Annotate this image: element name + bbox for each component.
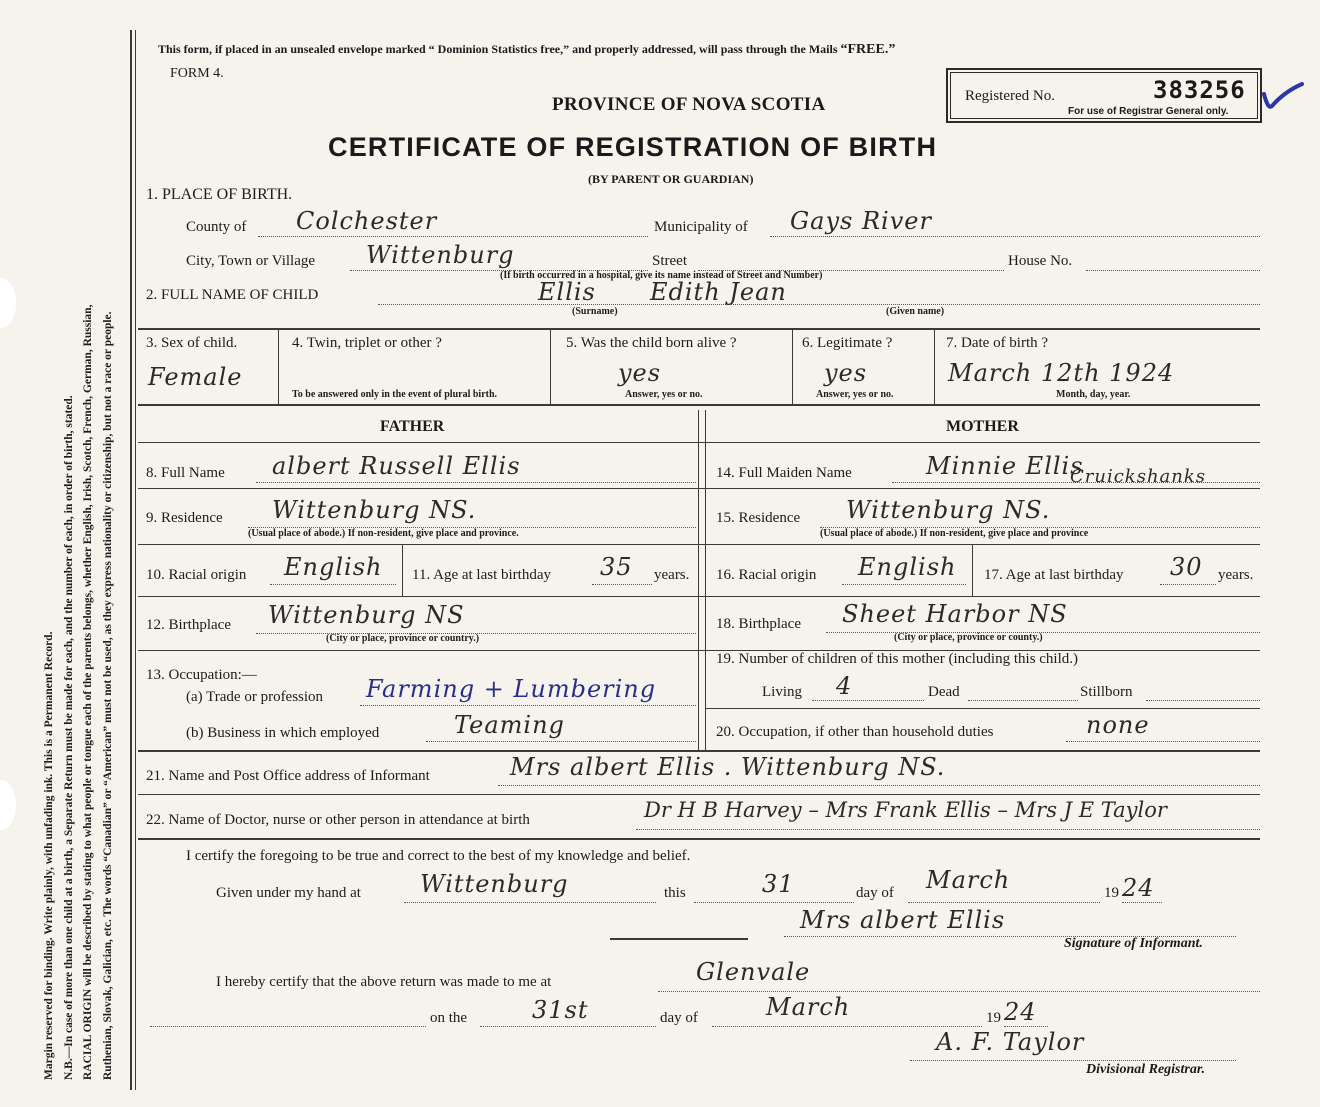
dead-line: [968, 700, 1078, 701]
house-line: [1086, 270, 1260, 271]
county-line: [258, 236, 648, 237]
father-name-line: [256, 482, 696, 483]
city-value: Wittenburg: [366, 241, 515, 269]
municipality-line: [770, 236, 1260, 237]
year-line: [1122, 902, 1162, 903]
father-name-label: 8. Full Name: [146, 465, 225, 481]
check-mark: [1262, 80, 1302, 110]
alive-label: 5. Was the child born alive ?: [566, 335, 737, 351]
mother-residence-label: 15. Residence: [716, 510, 801, 526]
informant-line: [498, 785, 1260, 786]
mail-notice-text: This form, if placed in an unsealed envelope marked “ Dominion Statistics free,” and properly addressed, will pass through the Mails: [158, 42, 838, 56]
registrar-note: For use of Registrar General only.: [1068, 106, 1229, 117]
mother-years: years.: [1218, 567, 1254, 583]
place-heading: 1. PLACE OF BIRTH.: [146, 186, 293, 203]
mother-age-label: 17. Age at last birthday: [984, 567, 1124, 583]
mother-residence-value: Wittenburg NS.: [846, 496, 1051, 524]
margin-notes: [40, 20, 118, 1080]
on-the-label: on the: [430, 1010, 468, 1026]
day-line: [694, 902, 854, 903]
stillborn-line: [1146, 700, 1260, 701]
business-value: Teaming: [454, 711, 565, 739]
living-line: [812, 700, 924, 701]
return-label: I hereby certify that the above return was made to me at: [216, 974, 552, 990]
father-years: years.: [654, 567, 690, 583]
given-place-value: Wittenburg: [420, 870, 569, 898]
certificate-subtitle: (BY PARENT OR GUARDIAN): [588, 172, 754, 186]
father-birthplace-label: 12. Birthplace: [146, 617, 231, 633]
heading-rule: [138, 442, 1260, 443]
binding-hole-top: [0, 278, 16, 328]
municipality-label: Municipality of: [654, 219, 748, 235]
province-heading: PROVINCE OF NOVA SCOTIA: [552, 94, 826, 115]
certify-separator: [610, 938, 748, 940]
father-residence-label: 9. Residence: [146, 510, 223, 526]
attendant-label: 22. Name of Doctor, nurse or other person in attendance at birth: [146, 812, 530, 828]
trade-value: Farming + Lumbering: [366, 675, 657, 703]
mother-occupation-value: none: [1086, 711, 1150, 739]
legit-label: 6. Legitimate ?: [802, 335, 893, 351]
father-racial-value: English: [284, 553, 383, 581]
living-value: 4: [836, 672, 853, 700]
mother-racial-divider: [972, 544, 973, 596]
surname-caption: (Surname): [572, 306, 618, 317]
dob-note: Month, day, year.: [1056, 389, 1131, 400]
margin-rule-inner: [135, 30, 136, 1090]
row3-divider-4: [934, 328, 935, 404]
children-label: 19. Number of children of this mother (including this child.): [716, 651, 1079, 667]
binding-hole-bottom: [0, 780, 16, 830]
this-label: this: [664, 885, 686, 901]
registered-box: [946, 68, 1262, 123]
row21-rule: [138, 794, 1260, 795]
father-age-value: 35: [600, 553, 633, 581]
mother-racial-value: English: [858, 553, 957, 581]
given-caption: (Given name): [886, 306, 945, 317]
child-name-label: 2. FULL NAME OF CHILD: [146, 287, 319, 303]
certificate-title: CERTIFICATE OF REGISTRATION OF BIRTH: [328, 132, 938, 162]
registrar-caption: Divisional Registrar.: [1086, 1062, 1206, 1077]
hospital-note: (If birth occurred in a hospital, give its name instead of Street and Number): [500, 270, 823, 281]
given-label: Given under my hand at: [216, 885, 361, 901]
informant-label: 21. Name and Post Office address of Informant: [146, 768, 430, 784]
father-age-line: [592, 584, 652, 585]
alive-value: yes: [618, 359, 662, 387]
mother-racial-line: [842, 584, 966, 585]
row3-bottom-rule: [138, 404, 1260, 406]
return-year-line: [1004, 1026, 1048, 1027]
municipality-value: Gays River: [790, 207, 932, 235]
twin-note: To be answered only in the event of plural birth.: [292, 389, 498, 400]
dob-value: March 12th 1924: [948, 359, 1175, 387]
row10-rule: [138, 596, 1260, 597]
house-label: House No.: [1008, 253, 1073, 269]
month-value: March: [926, 866, 1011, 894]
return-year-value: 24: [1004, 998, 1037, 1026]
row22-rule: [138, 838, 1260, 840]
father-age-label: 11. Age at last birthday: [412, 567, 551, 583]
day-value: 31: [762, 870, 795, 898]
on-the-lead-line: [150, 1026, 426, 1027]
street-label: Street: [652, 253, 687, 269]
mother-name-overwrite: Cruickshanks: [1070, 466, 1207, 487]
mother-age-value: 30: [1170, 553, 1203, 581]
day-of-label: day of: [856, 885, 894, 901]
dob-label: 7. Date of birth ?: [946, 335, 1049, 351]
row12-rule: [138, 650, 1260, 651]
margin-note-4: Ruthenian, Slovak, Galician, etc. The words “Canadian” or “American” must not be used, as they express nationality or citizenship, but not a race or people.: [101, 311, 114, 1080]
mother-birthplace-line: [826, 632, 1260, 633]
father-residence-note: (Usual place of abode.) If non-resident, give place and province.: [248, 528, 519, 539]
alive-note: Answer, yes or no.: [625, 389, 703, 400]
father-racial-line: [270, 584, 396, 585]
row3-top-rule: [138, 328, 1260, 330]
informant-value: Mrs albert Ellis . Wittenburg NS.: [510, 753, 946, 781]
margin-note-1: Margin reserved for binding. Write plainly, with unfading ink. This is a Permanent Record.: [43, 631, 55, 1080]
business-label: (b) Business in which employed: [186, 725, 380, 741]
margin-rule: [130, 30, 132, 1090]
mother-occupation-line: [1066, 741, 1260, 742]
return-place-line: [658, 991, 1260, 992]
father-residence-value: Wittenburg NS.: [272, 496, 477, 524]
mother-age-line: [1160, 584, 1216, 585]
mother-residence-note: (Usual place of abode.) If non-resident, give place and province: [820, 528, 1089, 539]
mother-birthplace-label: 18. Birthplace: [716, 616, 801, 632]
twin-label: 4. Twin, triplet or other ?: [292, 335, 442, 351]
father-racial-label: 10. Racial origin: [146, 567, 247, 583]
attendant-value: Dr H B Harvey – Mrs Frank Ellis – Mrs J E Taylor: [644, 798, 1167, 822]
trade-label: (a) Trade or profession: [186, 689, 324, 705]
dead-label: Dead: [928, 684, 960, 700]
mother-racial-label: 16. Racial origin: [716, 567, 817, 583]
center-divider-2: [705, 410, 706, 750]
father-name-value: albert Russell Ellis: [272, 452, 521, 480]
margin-note-2: N.B.—In case of more than one child at a birth, a Separate Return must be made for each, and the number of each, in order of birth, stated.: [62, 395, 75, 1080]
father-heading: FATHER: [380, 418, 445, 435]
registered-number: 383256: [1153, 76, 1246, 104]
form-number: FORM 4.: [170, 66, 224, 81]
child-name-line: [378, 304, 1260, 305]
center-divider: [698, 410, 699, 750]
month-line: [908, 902, 1100, 903]
mother-heading: MOTHER: [946, 418, 1019, 435]
county-label: County of: [186, 219, 247, 235]
mother-name-label: 14. Full Maiden Name: [716, 465, 852, 481]
year-value: 24: [1122, 874, 1155, 902]
informant-signature: Mrs albert Ellis: [800, 906, 1006, 934]
return-day-line: [480, 1026, 656, 1027]
attendant-line: [636, 829, 1260, 830]
certify-statement: I certify the foregoing to be true and correct to the best of my knowledge and belief.: [186, 848, 691, 864]
mother-name-value: Minnie Ellis: [926, 452, 1084, 480]
return-year-prefix: 19: [986, 1010, 1001, 1026]
county-value: Colchester: [296, 207, 438, 235]
occupation-label: 13. Occupation:—: [146, 667, 257, 683]
return-day-of-label: day of: [660, 1010, 698, 1026]
signature-caption: Signature of Informant.: [1064, 936, 1203, 951]
registrar-signature: A. F. Taylor: [936, 1028, 1085, 1056]
given-place-line: [404, 902, 656, 903]
father-racial-divider: [402, 544, 403, 596]
mother-birthplace-value: Sheet Harbor NS: [842, 600, 1068, 628]
legit-value: yes: [824, 359, 868, 387]
row3-divider-1: [278, 328, 279, 404]
row3-divider-3: [792, 328, 793, 404]
stillborn-label: Stillborn: [1080, 684, 1133, 700]
registered-label: Registered No.: [965, 88, 1055, 104]
return-day-value: 31st: [532, 996, 589, 1024]
row9-rule: [138, 544, 1260, 545]
child-surname: Ellis: [538, 278, 596, 306]
city-label: City, Town or Village: [186, 253, 316, 269]
mail-notice: [158, 42, 895, 58]
living-label: Living: [762, 684, 802, 700]
row20-rule: [138, 750, 1260, 752]
registrar-line: [910, 1060, 1236, 1061]
year-prefix: 19: [1104, 885, 1119, 901]
father-birthplace-note: (City or place, province or country.): [326, 633, 480, 644]
return-month-line: [712, 1026, 982, 1027]
return-month-value: March: [766, 993, 851, 1021]
child-given-name: Edith Jean: [650, 278, 787, 306]
row3-divider-2: [550, 328, 551, 404]
mail-free: “FREE.”: [840, 42, 896, 57]
legit-note: Answer, yes or no.: [816, 389, 894, 400]
sex-value: Female: [148, 363, 243, 391]
business-line: [426, 741, 696, 742]
return-place-value: Glenvale: [696, 958, 811, 986]
mother-birthplace-note: (City or place, province or county.): [894, 632, 1043, 643]
trade-line: [360, 705, 696, 706]
row8-rule: [138, 488, 1260, 489]
mother-occupation-label: 20. Occupation, if other than household duties: [716, 724, 994, 740]
sex-label: 3. Sex of child.: [146, 335, 238, 351]
father-birthplace-value: Wittenburg NS: [268, 601, 465, 629]
margin-note-3: RACIAL ORIGIN will be described by stating to what people or tongue each of the parents belongs, whether English, Irish, Scotch, French, German, Russian,: [82, 304, 94, 1080]
row19-rule: [706, 708, 1260, 709]
